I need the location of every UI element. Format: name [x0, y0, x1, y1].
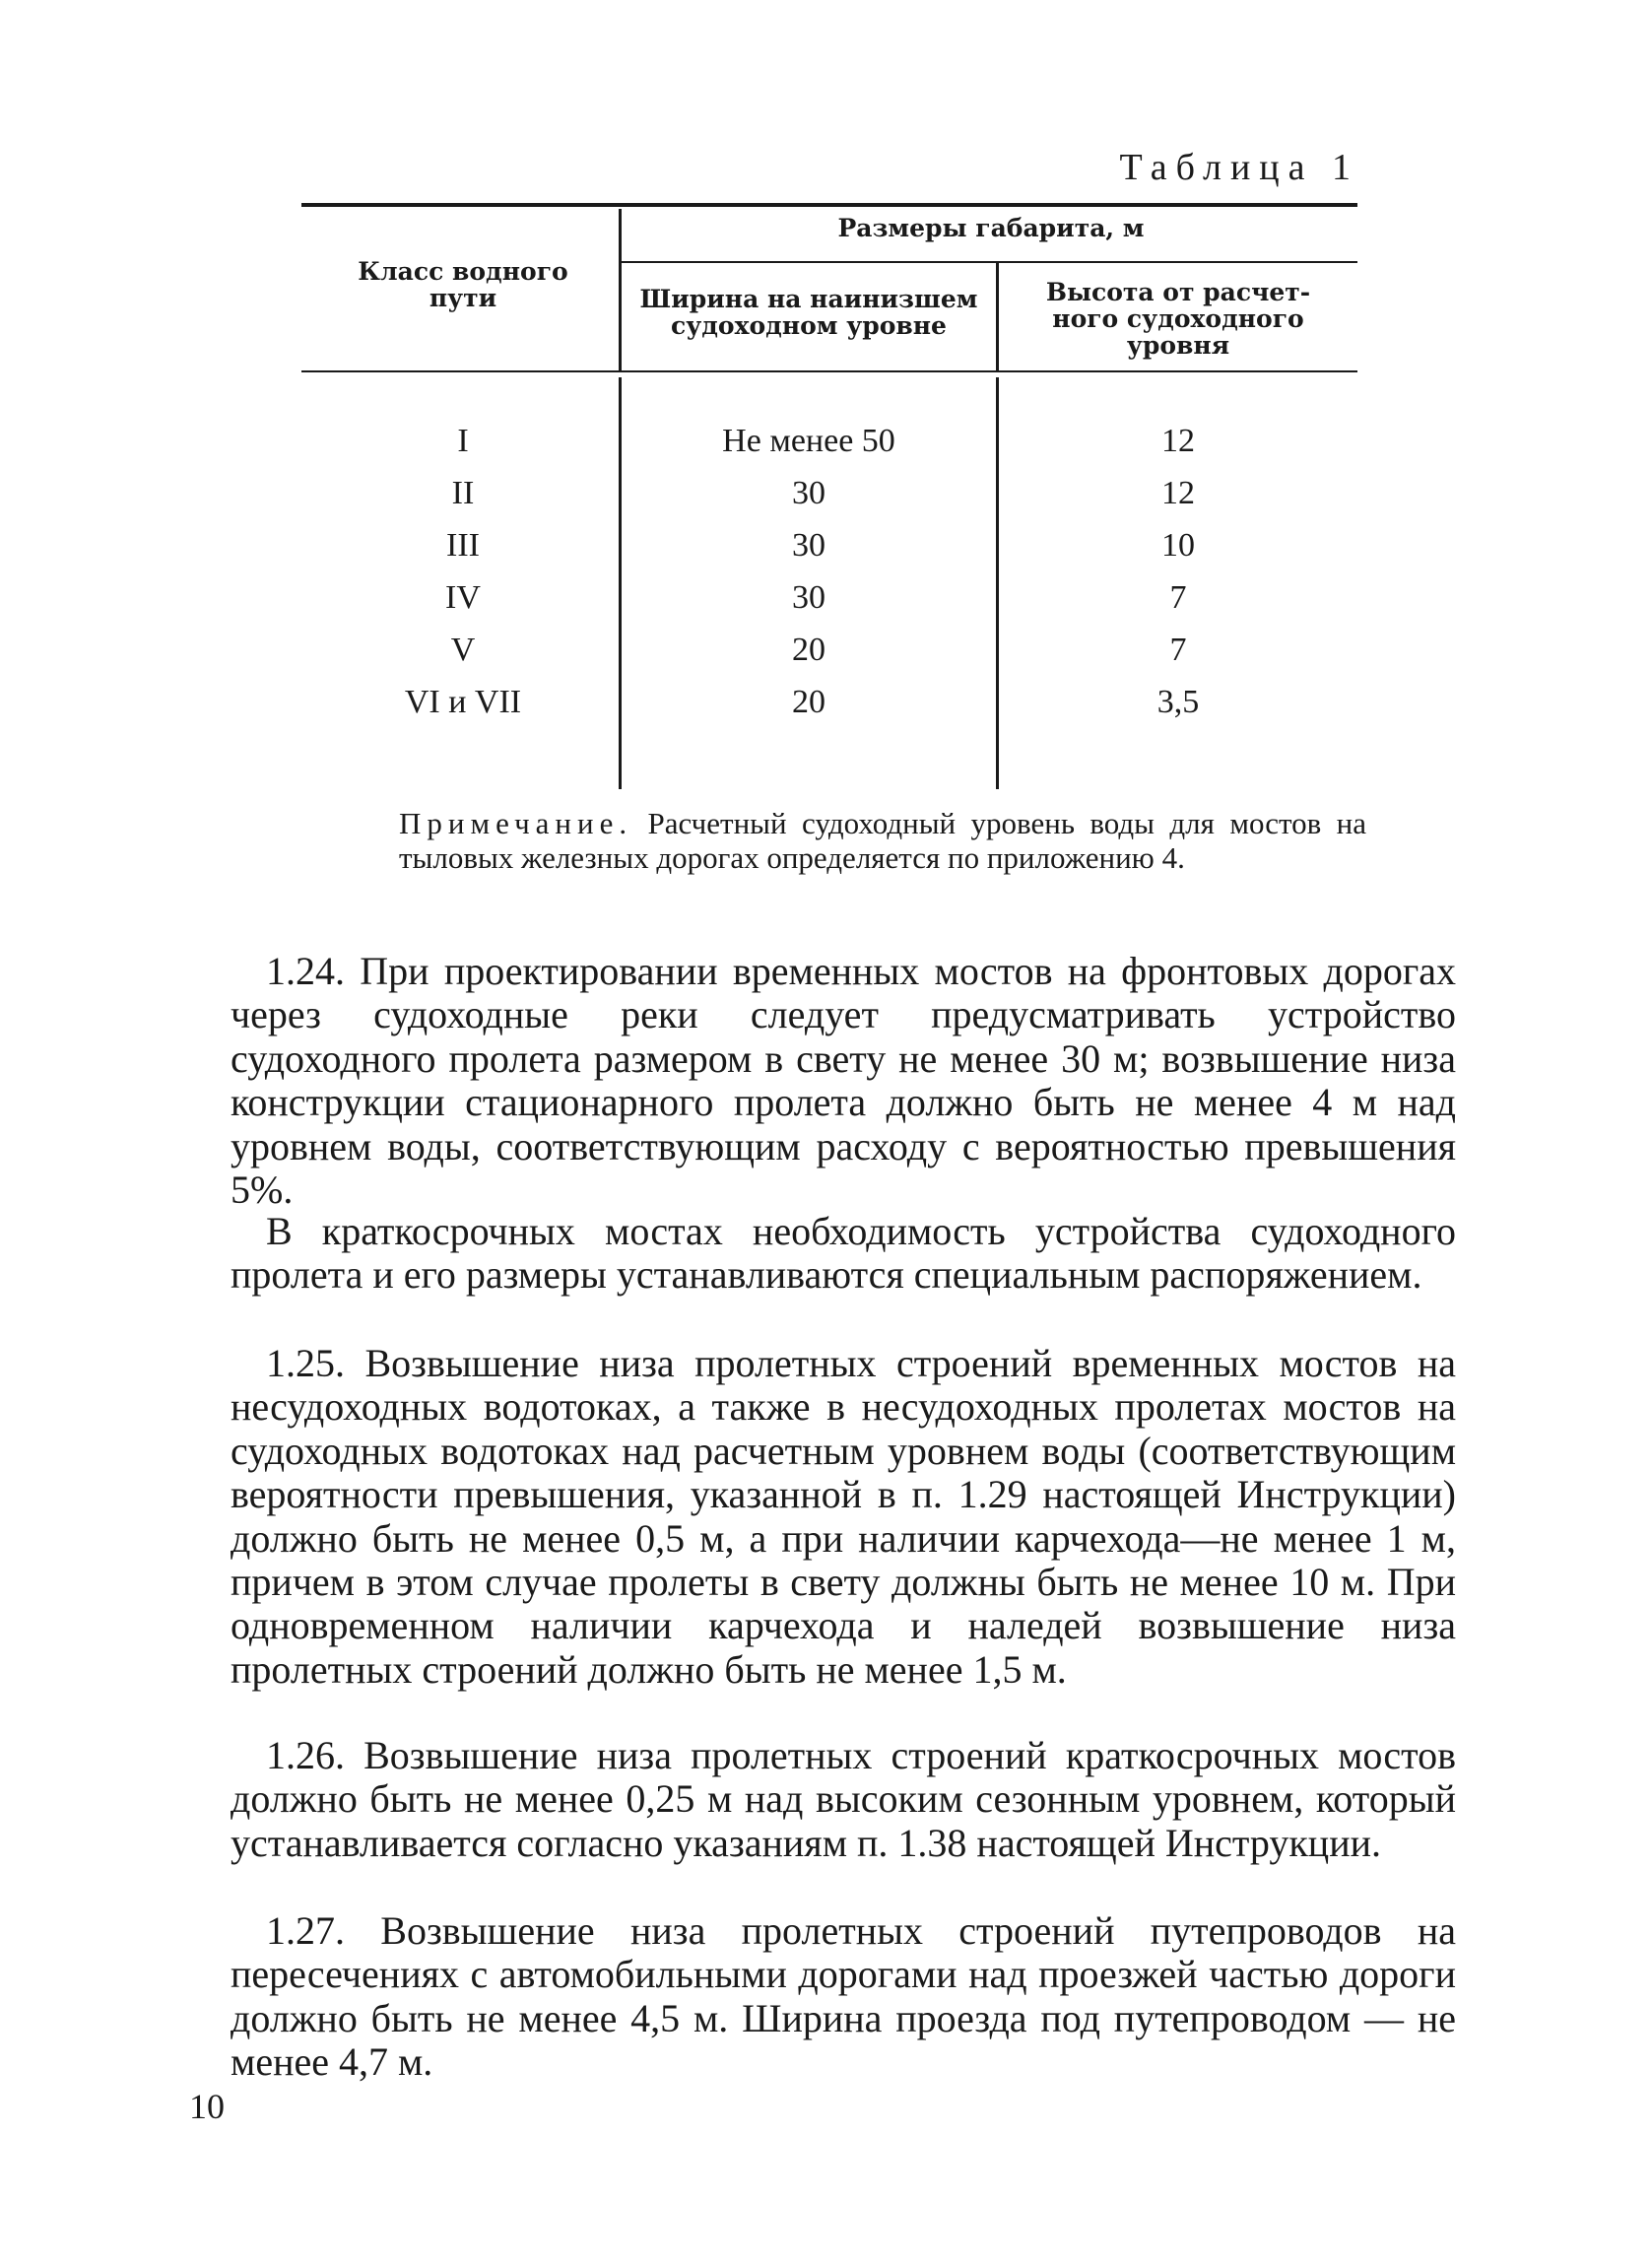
- cell-class: I: [457, 423, 469, 459]
- header-gauge-dimensions: Размеры габарита, м: [837, 214, 1145, 242]
- page-number: 10: [189, 2087, 225, 2126]
- paragraph-1-24: 1.24. При проектировании временных мостов на фронтовых дорогах через судоходные реки следует предусматривать устройство судоходного пролета размером в свету не менее 30 м; возвышение низа конструкции стационарного пролета должно быть не менее 4 м над уровнем воды, соответствующим расходу с вероятностью превышения 5%.: [231, 949, 1456, 1213]
- cell-height: 7: [1169, 579, 1187, 616]
- cell-class: VI и VII: [404, 684, 522, 720]
- cell-height: 12: [1161, 423, 1195, 459]
- cell-class: II: [451, 475, 475, 511]
- paragraph-1-25: 1.25. Возвышение низа пролетных строений временных мостов на несудоходных водотоках, а также в несудоходных пролетах мостов на судоходных водотоках над расчетным уровнем воды (соответствующим вероятности превышения, указанной в п. 1.29 настоящей Инструкции) должно быть не менее 0,5 м, а при наличии карчехода—не менее 1 м, причем в этом случае пролеты в свету должны быть не менее 10 м. При одновременном наличии карчехода и наледей возвышение низа пролетных строений должно быть не менее 1,5 м.: [231, 1341, 1456, 1692]
- cell-width: 30: [792, 527, 826, 564]
- table-top-rule: [301, 203, 1357, 207]
- table-column-divider-2-body: [996, 377, 999, 789]
- cell-width: 20: [792, 684, 826, 720]
- cell-class: IV: [445, 579, 481, 616]
- cell-height: 10: [1161, 527, 1195, 564]
- table-column-divider-2: [996, 262, 999, 371]
- cell-width: 30: [792, 475, 826, 511]
- cell-height: 12: [1161, 475, 1195, 511]
- table-note: [399, 806, 1366, 875]
- header-bottom-rule: [301, 370, 1357, 372]
- cell-width: 20: [792, 632, 826, 668]
- table-column-divider-1: [619, 209, 622, 371]
- cell-class: III: [446, 527, 480, 564]
- paragraph-1-26: 1.26. Возвышение низа пролетных строений краткосрочных мостов должно быть не менее 0,25 м над высоким сезонным уровнем, который устанавливается согласно указаниям п. 1.38 настоящей Инструкции.: [231, 1733, 1456, 1865]
- paragraph-short-term-bridges: В краткосрочных мостах необходимость устройства судоходного пролета и его размеры устанавливаются специальным распоряжением.: [231, 1209, 1456, 1298]
- header-height: Высота от расчет- ного судоходного уровня: [1045, 278, 1311, 360]
- table-column-divider-1-body: [619, 377, 622, 789]
- cell-height: 7: [1169, 632, 1187, 668]
- paragraph-1-27: 1.27. Возвышение низа пролетных строений путепроводов на пересечениях с автомобильными дорогами над проезжей частью дороги должно быть не менее 4,5 м. Ширина проезда под путепроводом — не менее 4,7 м.: [231, 1908, 1456, 2085]
- note-text: Расчетный судоходный уровень воды для мостов на тыловых железных дорогах определяется по приложению 4.: [399, 806, 1367, 875]
- group-header-rule: [621, 261, 1357, 263]
- header-waterway-class: Класс водного пути: [358, 257, 568, 312]
- note-label: Примечание.: [399, 806, 633, 840]
- table-caption: Таблица 1: [1119, 147, 1359, 188]
- cell-class: V: [450, 632, 476, 668]
- cell-height: 3,5: [1156, 684, 1200, 720]
- cell-width: 30: [792, 579, 826, 616]
- cell-width: Не менее 50: [722, 423, 895, 459]
- header-width: Ширина на наинизшем судоходном уровне: [639, 285, 978, 340]
